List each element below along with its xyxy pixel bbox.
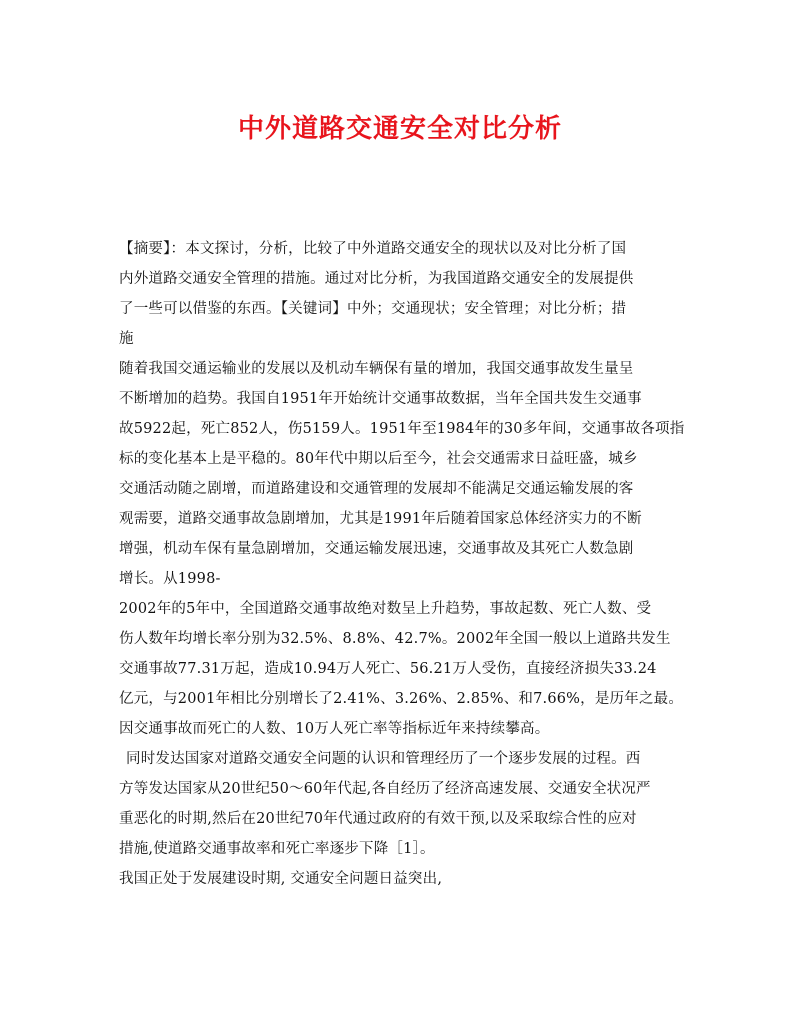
body-line: 观需要，道路交通事故急剧增加，尤其是1991年后随着国家总体经济实力的不断 [119,511,642,527]
body-line: 增强，机动车保有量急剧增加，交通运输发展迅速，交通事故及其死亡人数急剧 [119,541,634,557]
body-line: 故5922起，死亡852人，伤5159人。1951年至1984年的30多年间，交通事故各项指 [119,421,685,437]
body-line: 了一些可以借鉴的东西。【关键词】中外；交通现状；安全管理；对比分析；措 [119,301,627,317]
document-body [119,234,685,894]
body-line: 伤人数年均增长率分别为32.5%、8.8%、42.7%。2002年全国一般以上道路共发生 [119,631,671,647]
body-line: 内外道路交通安全管理的措施。通过对比分析，为我国道路交通安全的发展提供 [119,271,634,287]
body-line: 重恶化的时期,然后在20世纪70年代通过政府的有效干预,以及采取综合性的应对 [119,811,637,827]
body-line: 措施,使道路交通事故率和死亡率逐步下降［1］。 [119,841,435,857]
body-line: 随着我国交通运输业的发展以及机动车辆保有量的增加，我国交通事故发生量呈 [119,361,634,377]
body-line: 交通事故77.31万起，造成10.94万人死亡、56.21万人受伤，直接经济损失33.24 [119,661,657,677]
body-line: 亿元，与2001年相比分别增长了2.41%、3.26%、2.85%、和7.66%，是历年之最。 [119,691,684,707]
body-line: 施 [119,331,134,347]
body-line: 方等发达国家从20世纪50～60年代起,各自经历了经济高速发展、交通安全状况严 [119,781,651,797]
body-line: 因交通事故而死亡的人数、10万人死亡率等指标近年来持续攀高。 [119,721,550,737]
body-line: 增长。从1998- [119,571,221,587]
body-line: 标的变化基本上是平稳的。80年代中期以后至今，社会交通需求日益旺盛，城乡 [119,451,638,467]
body-line: 同时发达国家对道路交通安全问题的认识和管理经历了一个逐步发展的过程。西 [126,751,641,767]
body-line: 交通活动随之剧增，而道路建设和交通管理的发展却不能满足交通运输发展的客 [119,481,634,497]
body-line: 我国正处于发展建设时期, 交通安全问题日益突出, [119,871,443,887]
body-line: 不断增加的趋势。我国自1951年开始统计交通事故数据，当年全国共发生交通事 [119,391,642,407]
document-title: 中外道路交通安全对比分析 [237,114,562,144]
body-line: 【摘要】：本文探讨，分析，比较了中外道路交通安全的现状以及对比分析了国 [119,241,627,257]
body-line: 2002年的5年中，全国道路交通事故绝对数呈上升趋势，事故起数、死亡人数、受 [119,601,652,617]
